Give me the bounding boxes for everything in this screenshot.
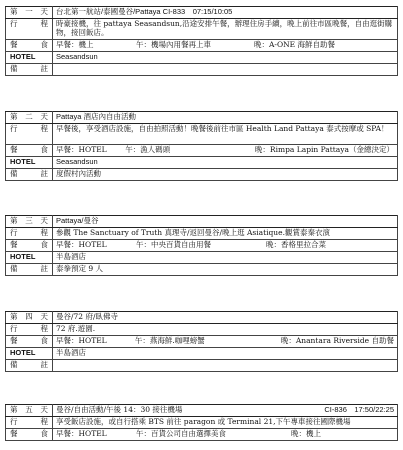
day-5-label: 第五天 (6, 405, 53, 417)
day-4-notes (53, 360, 398, 372)
day-1-title: 台北第一航站/泰國曼谷/Pattaya CI-833 07:15/10:05 (53, 7, 398, 19)
day-4-lunch: 午：燕海鮮.咖哩螃蟹 (134, 336, 205, 345)
itinerary-label: 行 程 (6, 228, 53, 240)
day-4-title: 曼谷/72 府/臥佛寺 (53, 312, 398, 324)
day-3-meals (56, 240, 394, 249)
day-2-table (5, 111, 398, 181)
day-3-dinner: 晚：香格里拉合菜 (266, 240, 326, 249)
day-1-meals (56, 40, 394, 49)
hotel-label: HOTEL (6, 348, 53, 360)
day-5-title: 曼谷/自由活動/午後 14：30 接往機場 (56, 405, 183, 414)
itinerary-label: 行 程 (6, 417, 53, 429)
day-2-meals (56, 145, 394, 154)
meals-label: 餐 食 (6, 40, 53, 52)
day-5-meals (56, 429, 394, 438)
day-2-label: 第二天 (6, 112, 53, 124)
day-5-table (5, 404, 398, 441)
itinerary-label: 行 程 (6, 19, 53, 40)
notes-label: 備 註 (6, 169, 53, 181)
day-5-breakfast: 早餐：HOTEL (56, 429, 107, 438)
day-2-lunch: 午：漁人碼頭 (125, 145, 171, 154)
day-4-itinerary: 72 府.遊園. (53, 324, 398, 336)
day-5-flight: CI-836 17:50/22:25 (324, 405, 394, 414)
itinerary-label: 行 程 (6, 324, 53, 336)
day-3-table (5, 215, 398, 276)
day-4-label: 第四天 (6, 312, 53, 324)
day-4-dinner: 晚：Anantara Riverside 自助餐 (280, 336, 394, 345)
itinerary-label: 行 程 (6, 124, 53, 145)
hotel-label: HOTEL (6, 52, 53, 64)
notes-label: 備 註 (6, 360, 53, 372)
day-4-meals (56, 336, 394, 345)
day-1-notes (53, 64, 398, 76)
day-2-hotel: Seasandsun (53, 157, 398, 169)
day-3-label: 第三天 (6, 216, 53, 228)
day-3-notes: 泰拳預定 9 人 (53, 264, 398, 276)
day-1-table (5, 6, 398, 76)
day-1-hotel: Seasandsun (53, 52, 398, 64)
day-4-table (5, 311, 398, 372)
notes-label: 備 註 (6, 264, 53, 276)
day-1-label: 第一天 (6, 7, 53, 19)
day-2-dinner: 晚：Rimpa Lapin Pattaya（金總決定） (254, 145, 394, 154)
meals-label: 餐 食 (6, 240, 53, 252)
day-5-lunch: 午：百貨公司自由選擇美食 (136, 429, 226, 438)
day-2-itinerary: 早餐後，享受酒店設施，自由拍照活動！晚餐後前往市區 Health Land Pattaya 泰式按摩或 SPA！ (53, 124, 398, 145)
day-5-itinerary: 享受飯店設施，或自行搭乘 BTS 前往 paragon 或 Terminal 21,下午專車接往國際機場 (53, 417, 398, 429)
day-3-breakfast: 早餐：HOTEL (56, 240, 107, 249)
day-1-lunch: 午：機場內用餐再上車 (136, 40, 211, 49)
meals-label: 餐 食 (6, 145, 53, 157)
hotel-label: HOTEL (6, 252, 53, 264)
day-4-hotel: 半島酒店 (53, 348, 398, 360)
meals-label: 餐 食 (6, 336, 53, 348)
day-1-itinerary: 時豪接機，往 pattaya Seasandsun,沿途安排午餐，辦理住房手續，晚上前往市區晚餐，自由逛街購物，接回飯店。 (53, 19, 398, 40)
day-5-dinner: 晚：機上 (291, 429, 321, 438)
notes-label: 備 註 (6, 64, 53, 76)
day-1-dinner: 晚：A-ONE 海鮮自助餐 (254, 40, 336, 49)
day-3-title: Pattaya/曼谷 (53, 216, 398, 228)
day-1-breakfast: 早餐：機上 (56, 40, 94, 49)
meals-label: 餐 食 (6, 429, 53, 441)
day-3-lunch: 午：中央百貨自由用餐 (136, 240, 211, 249)
day-2-title: Pattaya 酒店內自由活動 (53, 112, 398, 124)
day-3-itinerary: 參觀 The Sanctuary of Truth 真理寺/返回曼谷/晚上逛 Asiatique.觀賞泰秦衣演 (53, 228, 398, 240)
hotel-label: HOTEL (6, 157, 53, 169)
day-2-breakfast: 早餐：HOTEL (56, 145, 107, 154)
day-2-notes: 度假村內活動 (53, 169, 398, 181)
day-3-hotel: 半島酒店 (53, 252, 398, 264)
day-4-breakfast: 早餐：HOTEL (56, 336, 107, 345)
